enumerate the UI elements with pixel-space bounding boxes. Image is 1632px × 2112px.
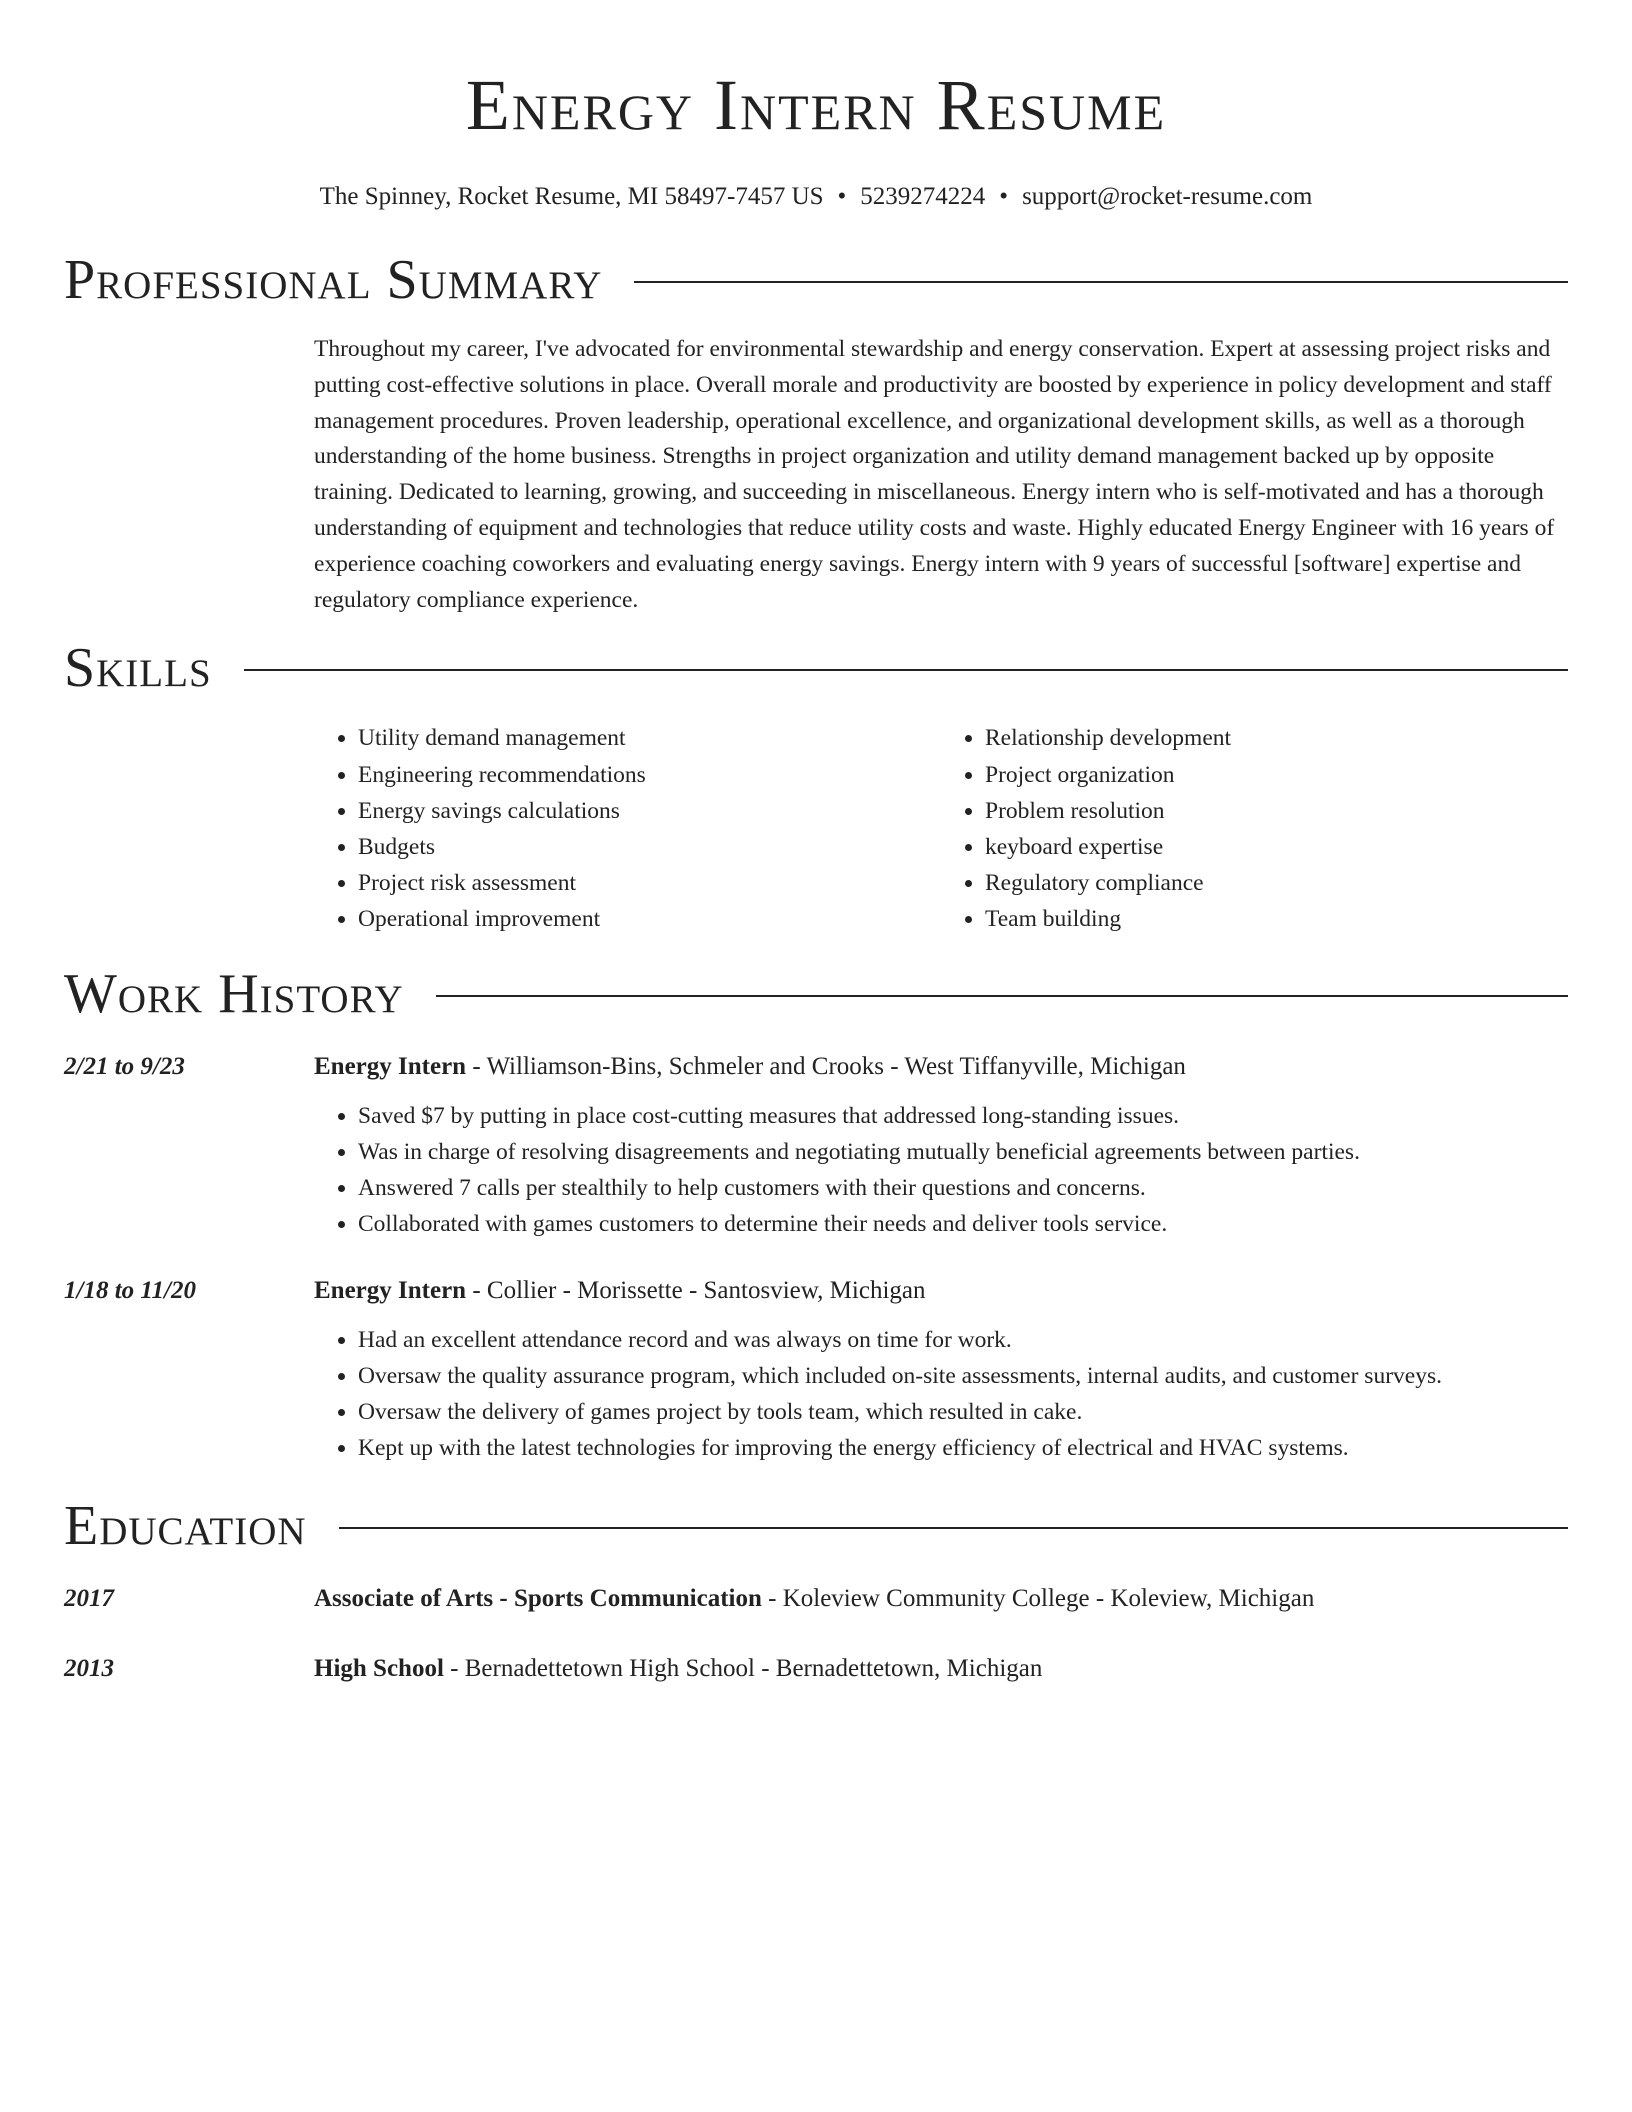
job-title-line <box>314 1276 1568 1306</box>
skill-item: • Utility demand management <box>358 720 941 756</box>
contact-email: support@rocket-resume.com <box>1022 183 1313 210</box>
education-school: - Bernadettetown High School - Bernadettetown, Michigan <box>443 1654 1043 1682</box>
job-entry <box>64 1276 1568 1466</box>
skill-item: • Team building <box>985 901 1568 937</box>
skills-heading <box>64 636 1568 700</box>
education-title-line <box>314 1654 1568 1684</box>
skills-section <box>64 636 1568 937</box>
education-degree: High School <box>314 1654 444 1682</box>
job-bullets <box>314 1098 1568 1242</box>
skill-item: • Relationship development <box>985 720 1568 756</box>
job-bullet: • Had an excellent attendance record and was always on time for work. <box>358 1322 1568 1358</box>
job-date: 1/18 to 11/20 <box>64 1276 196 1304</box>
resume-title: Energy Intern Resume <box>465 65 1167 145</box>
job-bullet: • Saved $7 by putting in place cost-cutting measures that addressed long-standing issues. <box>358 1098 1568 1134</box>
skills-title: Skills <box>64 637 212 700</box>
education-section <box>64 1494 1568 1684</box>
section-divider <box>634 281 1568 283</box>
summary-title: Professional Summary <box>64 249 603 311</box>
contact-phone: 5239274224 <box>860 183 986 210</box>
contact-address: The Spinney, Rocket Resume, MI 58497-7457 US <box>319 183 824 210</box>
education-title: Education <box>64 1494 307 1557</box>
skill-item: • Energy savings calculations <box>358 793 941 829</box>
skill-item: • Budgets <box>358 829 941 865</box>
contact-separator: • <box>999 183 1009 210</box>
summary-section <box>64 248 1568 618</box>
education-school: - Koleview Community College - Koleview, Michigan <box>761 1584 1315 1612</box>
education-date: 2013 <box>64 1654 114 1682</box>
skills-column-right <box>941 720 1568 937</box>
section-divider <box>436 995 1568 997</box>
job-role: Energy Intern <box>314 1052 467 1080</box>
skill-item: • Project organization <box>985 757 1568 793</box>
job-bullet: • Oversaw the quality assurance program, which included on-site assessments, internal audits, and customer surveys. <box>358 1358 1568 1394</box>
work-history-title: Work History <box>64 962 404 1025</box>
skills-column-left <box>314 720 941 937</box>
job-bullet: • Kept up with the latest technologies for improving the energy efficiency of electrical and HVAC systems. <box>358 1430 1568 1466</box>
job-role: Energy Intern <box>314 1276 467 1304</box>
job-employer: - Collier - Morissette - Santosview, Michigan <box>466 1276 926 1304</box>
education-heading <box>64 1494 1568 1558</box>
education-title-line <box>314 1584 1568 1614</box>
education-date: 2017 <box>64 1584 114 1612</box>
skill-item: • Operational improvement <box>358 901 941 937</box>
skill-item: • keyboard expertise <box>985 829 1568 865</box>
skill-item: • Project risk assessment <box>358 865 941 901</box>
skill-item: • Problem resolution <box>985 793 1568 829</box>
education-degree: Associate of Arts - Sports Communication <box>314 1584 762 1612</box>
job-date: 2/21 to 9/23 <box>64 1052 185 1080</box>
skill-item: • Engineering recommendations <box>358 757 941 793</box>
work-history-section <box>64 962 1568 1466</box>
summary-text: Throughout my career, I've advocated for environmental stewardship and energy conservation. Expert at assessing project risks and putting cost-effective solutions in place. Overall morale and productivity are boosted by experience in policy development and staff management procedures. Proven leadership, operational excellence, and organizational development skills, as well as a thorough understanding of the home business. Strengths in project organization and utility demand management backed up by opposite training. Dedicated to learning, growing, and succeeding in miscellaneous. Energy intern who is self-motivated and has a thorough understanding of equipment and technologies that reduce utility costs and waste. Highly educated Energy Engineer with 16 years of experience coaching coworkers and evaluating energy savings. Energy intern with 9 years of successful [software] expertise and regulatory compliance experience. <box>314 336 1555 613</box>
education-entry <box>64 1584 1568 1614</box>
section-divider <box>244 669 1568 671</box>
job-bullet: • Collaborated with games customers to determine their needs and deliver tools service. <box>358 1206 1568 1242</box>
section-divider <box>339 1527 1568 1529</box>
contact-separator: • <box>837 183 847 210</box>
job-bullet: • Was in charge of resolving disagreements and negotiating mutually beneficial agreements between parties. <box>358 1134 1568 1170</box>
education-entry <box>64 1654 1568 1684</box>
job-title-line <box>314 1052 1568 1082</box>
job-bullet: • Oversaw the delivery of games project by tools team, which resulted in cake. <box>358 1394 1568 1430</box>
job-bullet: • Answered 7 calls per stealthily to help customers with their questions and concerns. <box>358 1170 1568 1206</box>
skills-list <box>314 720 1568 937</box>
work-history-heading <box>64 962 1568 1026</box>
skill-item: • Regulatory compliance <box>985 865 1568 901</box>
contact-line <box>64 182 1568 212</box>
job-entry <box>64 1052 1568 1242</box>
summary-heading <box>64 248 1568 312</box>
job-bullets <box>314 1322 1568 1466</box>
job-employer: - Williamson-Bins, Schmeler and Crooks - West Tiffanyville, Michigan <box>466 1052 1186 1080</box>
